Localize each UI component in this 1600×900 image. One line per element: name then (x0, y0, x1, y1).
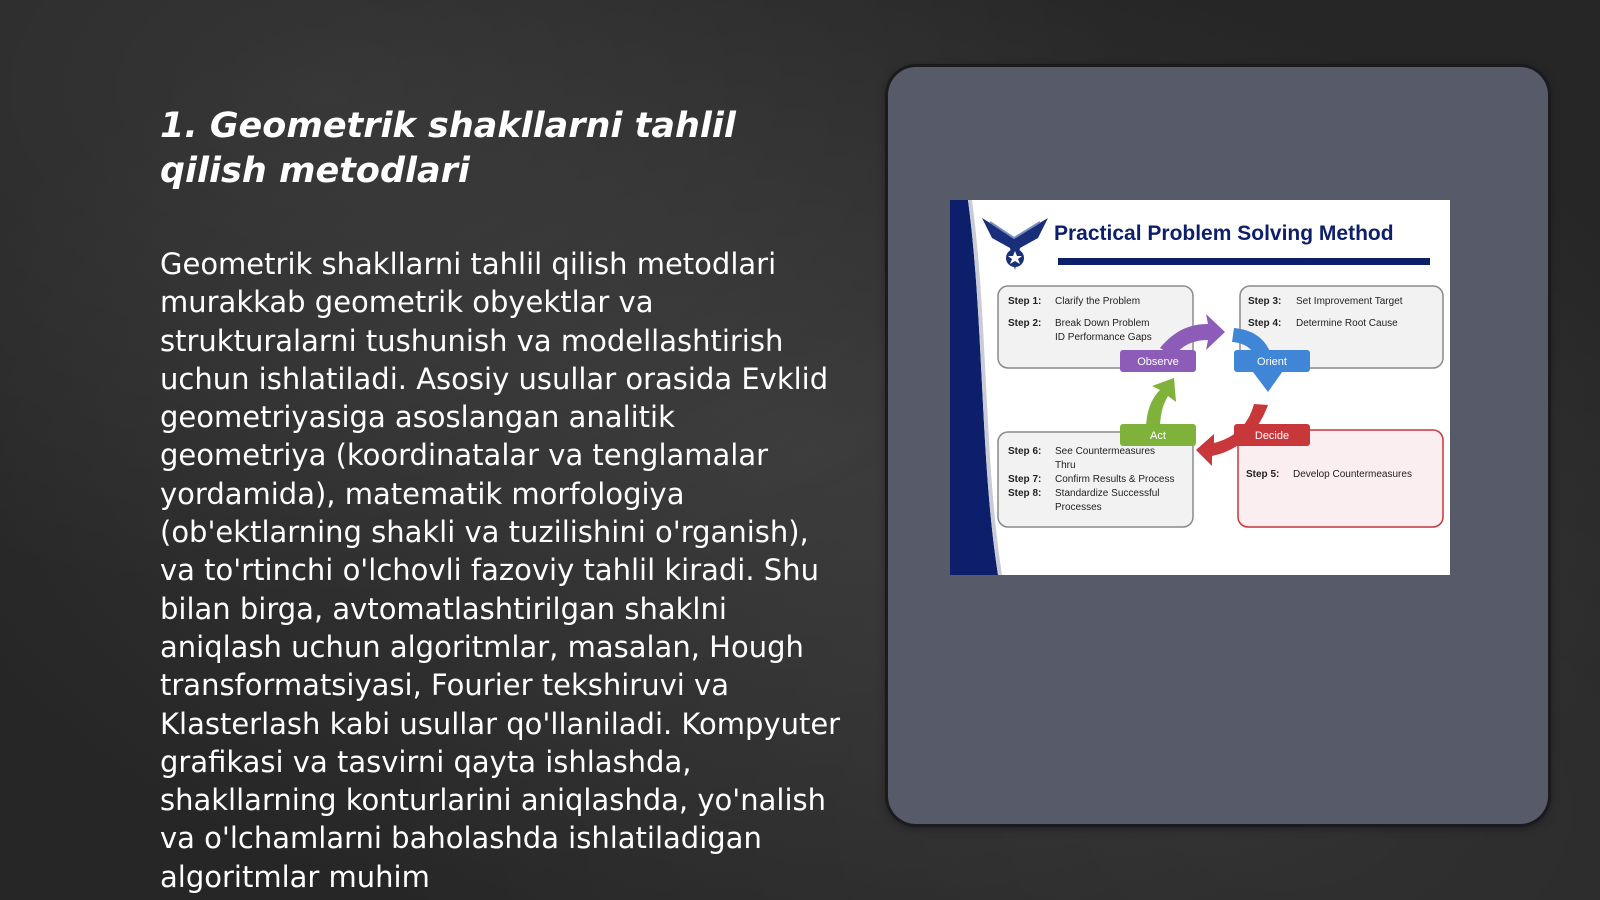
diagram-title: Practical Problem Solving Method (1054, 222, 1394, 245)
step1-label: Step 1: (1008, 296, 1042, 307)
step2-text-line1: Break Down Problem (1055, 318, 1150, 329)
air-force-emblem-icon (982, 218, 1048, 270)
step8-text-line2: Processes (1055, 502, 1102, 513)
step3-text: Set Improvement Target (1296, 296, 1403, 307)
step2-label: Step 2: (1008, 318, 1042, 329)
step2-text-line2: ID Performance Gaps (1055, 332, 1152, 343)
navy-swoosh (950, 200, 998, 575)
step4-text: Determine Root Cause (1296, 318, 1398, 329)
step6-label: Step 6: (1008, 446, 1042, 457)
decide-label: Decide (1254, 430, 1290, 442)
orient-label: Orient (1257, 356, 1287, 368)
step6-text-line2: Thru (1055, 460, 1076, 471)
slide-body-text: Geometrik shakllarni tahlil qilish metodlari murakkab geometrik obyektlar va strukturalarni tushunish va modellashtirish uchun ishlatiladi. Asosiy usullar orasida Evklid geometriyasiga asoslangan analitik geometriya (koordinatalar va tenglamalar yordamida), matematik morfologiya (ob'ektlarning shakli va tuzilishini o'rganish), va to'rtinchi o'lchovli fazoviy tahlil kiradi. Shu bilan birga, avtomatlashtirilgan shaklni aniqlash uchun algoritmlar, masalan, Hough transformatsiyasi, Fourier tekshiruvi va Klasterlash kabi usullar qo'llaniladi. Kompyuter grafikasi va tasvirni qayta ishlashda, shakllarning konturlarini aniqlashda, yo'nalish va o'lchamlarni baholashda ishlatiladigan algoritmlar muhim (160, 247, 841, 894)
problem-solving-diagram-image (950, 200, 1450, 575)
step5-label: Step 5: (1246, 469, 1280, 480)
step4-label: Step 4: (1248, 318, 1282, 329)
step8-text-line1: Standardize Successful (1055, 488, 1160, 499)
step7-label: Step 7: (1008, 474, 1042, 485)
step6-text-line1: See Countermeasures (1055, 446, 1156, 457)
step8-label: Step 8: (1008, 488, 1042, 499)
act-label: Act (1150, 430, 1166, 442)
step3-label: Step 3: (1248, 296, 1282, 307)
step5-text: Develop Countermeasures (1293, 469, 1412, 480)
observe-label: Observe (1137, 356, 1179, 368)
step7-text: Confirm Results & Process (1055, 474, 1175, 485)
act-arrow (1146, 378, 1176, 430)
step1-text: Clarify the Problem (1055, 296, 1141, 307)
title-underline (1058, 258, 1430, 265)
slide-title: 1. Geometrik shakllarni tahlil qilish metodlari (160, 106, 736, 191)
